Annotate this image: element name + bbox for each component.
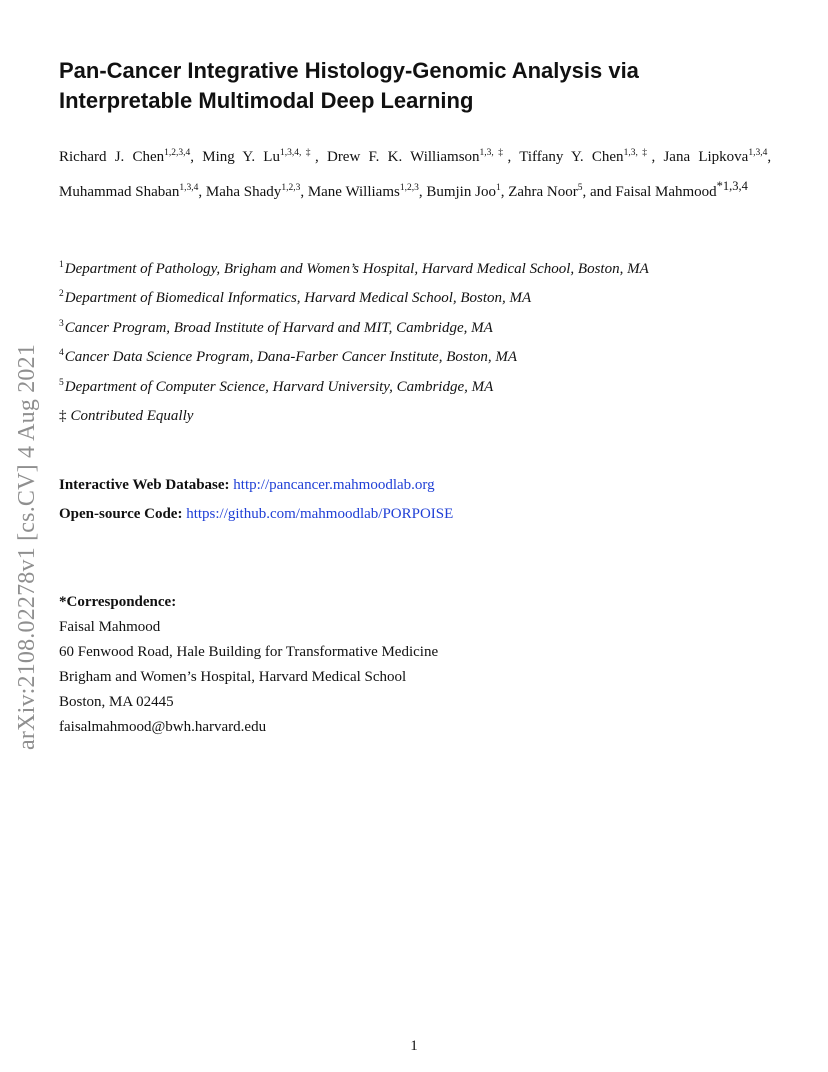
correspondence-block bbox=[59, 590, 779, 740]
correspondence-email: faisalmahmood@bwh.harvard.edu bbox=[59, 719, 267, 735]
correspondence-institution: Brigham and Women’s Hospital, Harvard Medical School bbox=[59, 669, 407, 685]
code-label: Open-source Code: bbox=[59, 506, 183, 522]
paper-title bbox=[59, 56, 779, 116]
author: Drew F. K. Williamson$^{1,3,\ddagger}$, bbox=[326, 148, 512, 165]
title-line-1: Pan-Cancer Integrative Histology-Genomic Analysis via bbox=[59, 58, 639, 83]
author: Tiffany Y. Chen$^{1,3,\ddagger}$, bbox=[519, 148, 656, 165]
author: Muhammad Shaban$^{1,3,4}$, bbox=[59, 183, 203, 200]
affiliation: $^5$Department of Computer Science, Harvard University, Cambridge, MA bbox=[59, 377, 494, 395]
author: Richard J. Chen$^{1,2,3,4}$, bbox=[59, 148, 195, 165]
affiliation: $^3$Cancer Program, Broad Institute of Harvard and MIT, Cambridge, MA bbox=[59, 318, 493, 336]
correspondence-heading: *Correspondence: bbox=[59, 594, 177, 610]
affiliation: $^2$Department of Biomedical Informatics, Harvard Medical School, Boston, MA bbox=[59, 289, 532, 307]
author-list bbox=[59, 143, 771, 207]
page-number: 1 bbox=[410, 1038, 418, 1054]
author: Mane Williams$^{1,2,3}$, bbox=[307, 183, 423, 200]
double-dagger-symbol: ‡ bbox=[59, 407, 67, 424]
affiliation: $^4$Cancer Data Science Program, Dana-Farber Cancer Institute, Boston, MA bbox=[59, 348, 518, 366]
affiliation-list bbox=[59, 256, 779, 432]
equal-contribution-note: ‡ Contributed Equally bbox=[59, 407, 194, 424]
author: Bumjin Joo$^1$, bbox=[426, 183, 505, 200]
author: and Faisal Mahmood$^{*1,3,4}$ bbox=[590, 179, 748, 200]
database-label: Interactive Web Database: bbox=[59, 477, 230, 493]
author: Zahra Noor$^5$, bbox=[508, 183, 587, 200]
author: Ming Y. $Lu^{1,3,4,\ddagger}$, bbox=[202, 148, 319, 165]
code-link[interactable]: https://github.com/mahmoodlab/PORPOISE bbox=[186, 506, 454, 522]
title-line-2: Interpretable Multimodal Deep Learning bbox=[59, 88, 474, 113]
correspondence-city: Boston, MA 02445 bbox=[59, 694, 174, 710]
database-link[interactable]: http://pancancer.mahmoodlab.org bbox=[233, 477, 435, 493]
resource-links bbox=[59, 472, 779, 530]
correspondence-name: Faisal Mahmood bbox=[59, 619, 161, 635]
correspondence-address: 60 Fenwood Road, Hale Building for Transformative Medicine bbox=[59, 644, 439, 660]
author: Jana Lipkova$^{1,3,4}$, bbox=[663, 148, 772, 165]
code-row bbox=[59, 501, 779, 530]
database-row bbox=[59, 472, 779, 501]
arxiv-identifier: arXiv:2108.02278v1 [cs.CV] 4 Aug 2021 bbox=[14, 343, 40, 750]
author: Maha Shady$^{1,2,3}$, bbox=[205, 183, 305, 200]
affiliation: $^1$Department of Pathology, Brigham and Women’s Hospital, Harvard Medical School, Boston, MA bbox=[59, 260, 649, 277]
